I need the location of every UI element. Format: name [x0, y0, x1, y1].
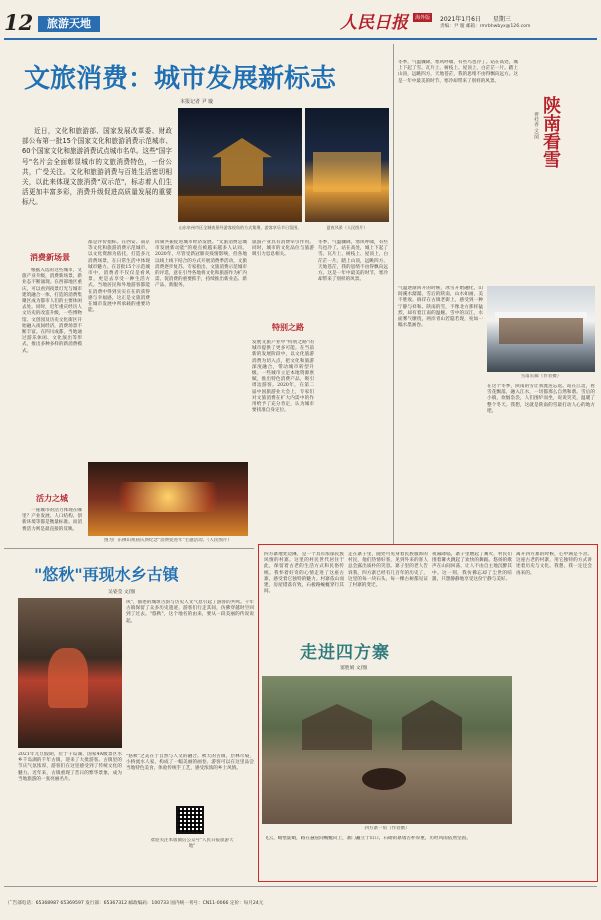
village-col2: 风"，描述的城垣古韵与历史人文气息引起了游客的共鸣。千年古镇保留了众多历史遗迹，游客们行走其间，仿佛穿越时空回到了过去。"悠秋"，这个地名的由来，要从一段美丽的传说说起。 [126, 600, 254, 624]
village-title: "悠秋"再现水乡古镇 [34, 565, 179, 584]
village-col3: "悠秋"之美在于自然与人文的融合。秋天的古镇，层林尽染，小桥流水人家，构成了一幅美丽的画卷。游客可以在这里品尝当地特色美食，体验传统手工艺，感受浓浓的乡土风情。 [126, 754, 254, 772]
photo-night-temple [178, 108, 302, 222]
col5-text: 冬季，气温骤降，寒风呼啸，有些鸟也冷了。站在高处，城上下起了雪。瓦片上、树枝上、屋顶上，白茫茫一片。踏上山顶，远眺四方，天地苍茫，我的思绪不由得飘向远方。这是一年中最美的时节，寒冷却带来了别样的风景。 [318, 240, 388, 283]
wander-col2: 走在寨子里，随处可见身着民族服饰的村民，他们热情好客，见到外来的客人总会露出质朴的笑容。寨子里的老人告诉我，四方寨已经有几百年的历史了，这里的每一块石头、每一棵古树都见证了村寨的变迁。 [348, 552, 428, 589]
qr-caption: 欢迎关注本版微信公众号"人民日报旅游天地" [150, 838, 234, 849]
issue-date [440, 14, 511, 23]
subhead-new-scenes: 消费新场景 [30, 253, 70, 262]
wander-bottom-text: 飞云，峭壁陡峭，路在悬崖间蜿蜒向上，寨门矗立于山口，石砌的寨墙古朴厚重，历经风雨依然坚固。 [264, 836, 471, 841]
footer-info: 广告部电话：65368987 65369597 发行部：65367312 邮政编码：100733 国内统一刊号：CN11-0066 定价：每月24元 [8, 901, 264, 906]
masthead-sub: 海外版 [415, 15, 431, 21]
section-tab[interactable]: 旅游天地 [38, 16, 100, 32]
col3-text: 同频共振促进城市经济发展。"文旅消费是城市发展新动能"的观点被越来越多人认同。2020年，尽管受新冠肺炎疫情影响，但各地以线上线下结合的方式开展消费季活动，文旅消费逐步复苏。专家指出，文旅消费示范城市的评选，意在引导各地将文化和旅游作为扩内需、促消费的重要抓手，持续推出新业态、新产品、新服务。 [155, 240, 247, 289]
lead-summary: 近日，文化和旅游部、国家发展改革委、财政部公布第一批15个国家文化和旅游消费示范城市、60个国家文化和旅游消费试点城市名单。这些"国字号"名片会全面彰显城市的文旅消费特色，一份公共，广受关注。文化和旅游消费与百姓生活密切相关，以此来体现文旅消费"双示范"，标志着人们生活更加丰富多彩，消费升级促进高质量发展的重要标尺。 [22, 127, 172, 207]
photo-festival [88, 462, 248, 536]
col1b-text: 一座城市的活力体现在哪里？产业发展、人口结构、创新环境等都是衡量标准。而消费活力则是最直接的反映。 [22, 508, 82, 532]
snow-col2: 在这个冬季，陕南的雪让我流连忘返。站在江边，看雪花飘落，融入江水，一切都那么自然和谐。雪后的小镇，炊烟袅袅，人们围炉而坐，说说笑笑，温暖了整个冬天。我想，这就是陕南的雪最打动人心的地方吧。 [487, 384, 595, 414]
header-rule [4, 38, 597, 40]
subhead-special-road: 特别之路 [272, 323, 304, 332]
page-number: 12 [4, 10, 34, 35]
col4b-text: 发展文旅产业中"特别之路"的城市提供了更多可能。在当前新的发展阶段中，以文化旅游消费为切入点，把文化和旅游深度融合，带动城市转型升级。一些城市立足本地资源禀赋，推出特色消费产品，吸引周边游客。2020年，在第二届中国旅游业大会上，专家们对文旅消费在扩大内需中的作用给予了充分肯定，认为城市要找准自身定位。 [252, 340, 314, 414]
footer-rule [4, 886, 597, 887]
photo-village-square [262, 676, 512, 824]
village-col1: 2021年元旦假期，位于千岛湖、国家4A级景区水乡千岛湖的千年古镇，迎来了大批游客。古镇里的节庆气氛浓厚，游客们在这里感受到了传统文化的魅力。近年来，古镇重现了昔日的繁华景象，成为当地旅游的一张亮丽名片。 [18, 752, 122, 782]
photo-caption-snow: 雪落长廊（作者摄） [520, 374, 562, 379]
photo-night-city [305, 108, 389, 222]
wander-col1: 四方寨地处边陲，是一个具有浓郁民族风情的村寨。这里的村民世代居住于此，保留着古老的生活方式和民俗传统。我怀着好奇的心情走进了这座古寨，感受着它独特的魅力。村寨依山而建，房屋错落有致，石板路蜿蜒穿行其间。 [264, 552, 344, 595]
photo-village [18, 598, 122, 748]
masthead-title: 人民日报 [340, 13, 408, 33]
village-byline: 吴姿莹 文/图 [108, 590, 136, 595]
col2-text: 都是评价指标。在西安、南京等文化和旅游消费示范城市，以文化资源为依托，打造多元消费场景，在日常生活中体现城市魅力。在首批15个示范城市中，消费者不仅仅是看风景，更是去享受一种生活方式。当地居民和外地游客都能在消费中得到实实在在的获得感与幸福感，这正是文旅消费在城市发展中所承载的重要功能。 [88, 240, 150, 314]
lead-title: 文旅消费：城市发展新标志 [24, 64, 337, 94]
col4-text: 旅游产业具有消费牵引作用。同时，城市的文化品位与旅游吸引力息息相关。 [252, 240, 314, 258]
photo-caption-top-left: 山东泉州市区全城夜景经游客视角的方式集聚，游客享乐节日氛围。 [178, 225, 302, 230]
divider-mid [4, 548, 254, 549]
page-header [4, 6, 597, 36]
wander-col3: 夜幕降临，寨子里燃起了篝火，村民们围着篝火跳起了欢快的舞蹈。悠扬的歌声在山间回荡，让人不由自主地沉醉其中。这一刻，我仿佛忘却了尘世的喧嚣，只想静静地享受这份宁静与美好。 [432, 552, 512, 582]
weekday: 星期三 [492, 16, 511, 23]
snow-title: 陕南看雪 [540, 96, 561, 168]
date: 2021年1月6日 [440, 16, 481, 23]
masthead [340, 8, 432, 33]
col1-text: 根据入选的这些城市，文旅产业升级，消费新场景、新业态不断涌现。在西部地区重庆，可以看到夜景灯光与城市建筑融合一体，打造的消费集聚区成为都市人们的主要休闲去处。同时，近年重庆经历人文历史的改造升级，一些博物馆、文创园及历史文化街区开始融入夜间经济，消费场景不断丰富。在四川成都，当地通过游乐休闲、文化演出等形式，推出多种多样的新消费模式。 [22, 268, 82, 354]
photo-caption-top-right: 夏夜风景（人民图片） [326, 225, 368, 230]
divider-right [393, 44, 394, 544]
wander-byline: 窦胜娟 文/图 [340, 666, 368, 671]
qr-code[interactable] [176, 806, 204, 834]
snow-col1: 气温逐渐回升的时候，冰雪开始融化，山间溪水潺潺。雪后的陕南，山水如画，美不胜收。徜徉在古镇老街上，感受到一种宁静与祥和。陕南的雪，不像北方那样猛烈，却有着江南的温婉。雪中的汉江，水面雾气缭绕，两岸青山若隐若现，宛如一幅水墨画卷。 [398, 286, 483, 329]
snow-author: 曹桂香 文/图 [533, 112, 538, 140]
lead-byline: 本报记者 尹 璇 [180, 99, 214, 105]
photo-caption-middle: 图为广东佛山祖庙庆典纪念"消费促进年"主题活动。（人民图片） [104, 538, 232, 543]
photo-caption-village-square: 四方寨一角（作者摄） [364, 826, 410, 831]
subhead-vitality: 活力之城 [36, 494, 68, 503]
wander-col4: 离开四方寨的时候，心中满是不舍。这座古老的村寨，用它独特的方式讲述着历史与文化。我想，我一定还会再来的。 [516, 552, 592, 576]
wander-title: 走进四方寨 [300, 643, 390, 663]
editor-line: 责编：尹 璇 邮箱：rmrbhwbyx@126.com [440, 24, 531, 29]
photo-snow [487, 286, 595, 372]
snow-intro-text: 冬季，气温骤降，寒风呼啸，有些鸟也冷了。站在高处，城上下起了雪。瓦片上、树枝上、屋顶上，白茫茫一片。踏上山顶，远眺四方，天地苍茫，我的思绪不由得飘向远方。这是一年中最美的时节，寒冷却带来了别样的风景。 [398, 60, 518, 84]
